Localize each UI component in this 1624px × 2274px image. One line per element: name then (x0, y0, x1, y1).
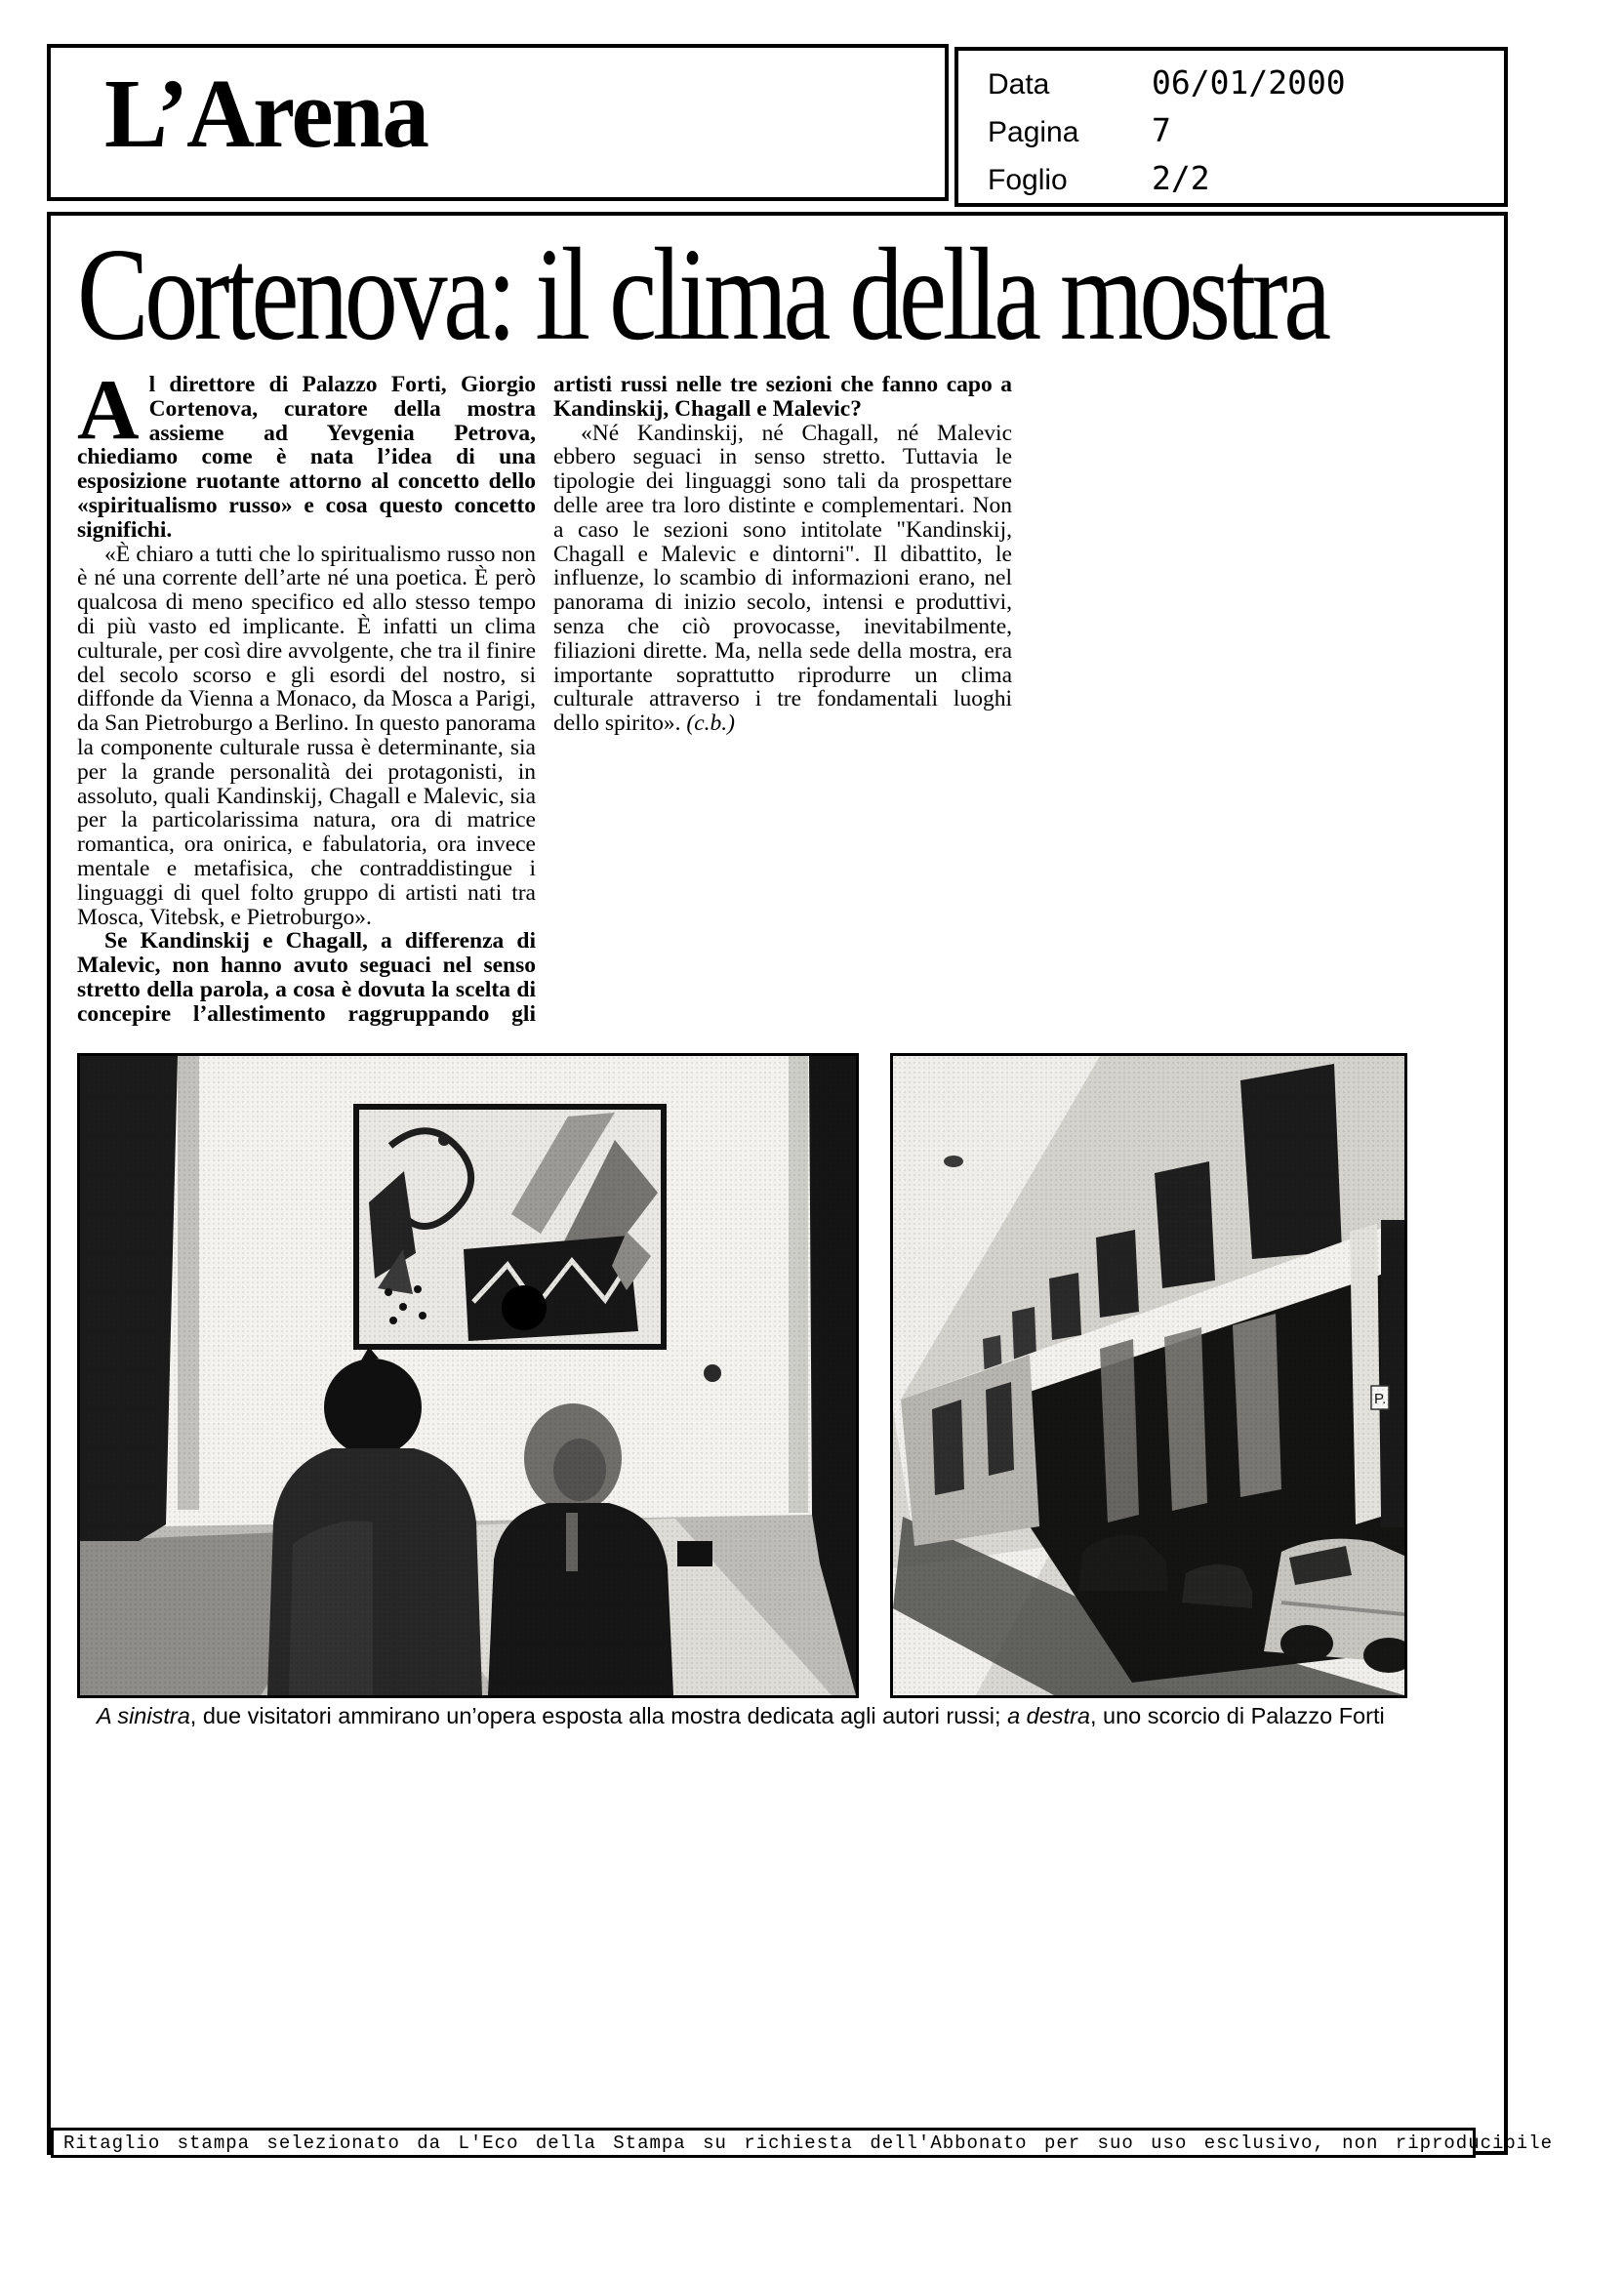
caption-left-marker: A sinistra (97, 1703, 190, 1728)
article-paragraph: «È chiaro a tutti che lo spiritualismo russo non è né una corrente dell’arte né una poetica. È però qualcosa di meno specifico ed allo stesso tempo di più vasto ed implicante. È infatti un clima culturale, per così dire avvolgente, che tra il finire del secolo scorso e gli esordi del nostro, si diffonde da Vienna a Monaco, da Mosca a Parigi, da San Pietroburgo a Berlino. In questo panorama la componente culturale russa è determinante, sia per la grande personalità dei protagonisti, in assoluto, quali Kandinskij, Chagall e Malevic, sia per la particolarissima natura, ora di matrice romantica, ora onirica, e fabulatoria, ora invece mentale e metafisica, che contraddistingue i linguaggi di quel folto gruppo di artisti nati tra Mosca, Vitebsk, e Pietroburgo». (77, 541, 536, 930)
author-initials: (c.b.) (686, 711, 736, 737)
gallery-photo (77, 1053, 859, 1698)
article-headline: Cortenova: il clima della mostra (77, 221, 1327, 368)
meta-row-foglio (988, 160, 1504, 199)
masthead-title: L’Arena (104, 59, 427, 168)
meta-row-pagina (988, 112, 1504, 151)
article-paragraph-question: Se Kandinskij e Chagall, a differenza di Malevic, non hanno avuto seguaci nel senso stretto della parola, a cosa è dovuta la scelta di concepire l’allestimento raggruppando gli artisti russi nelle tre sezioni che fanno capo a Kandinskij, Chagall e Malevic? (77, 373, 1012, 1027)
article-paragraph-lead (77, 373, 536, 543)
answer-text: «Né Kandinskij, né Chagall, né Malevic ebbero seguaci in senso stretto. Tuttavia le tipologie dei linguaggi sono tali da prospettare delle aree tra loro distinte e complementari. Non a caso le sezioni sono intitolate "Kandinskij, Chagall e Malevic e dintorni". Il dibattito, le influenze, lo scambio di informazioni erano, nel panorama di inizio secolo, intensi e produttivi, senza che ciò provocasse, inevitabilmente, filiazioni dirette. Ma, nella sede della mostra, era importante soprattutto riprodurre un clima culturale attraverso i tre fondamentali luoghi dello spirito». (553, 420, 1012, 737)
caption-middle: , due visitatori ammirano un’opera esposta alla mostra dedicata agli autori russi; (189, 1703, 1008, 1728)
palazzo-photo-art (893, 1056, 1404, 1695)
lead-text: l direttore di Palazzo Forti, Giorgio Cortenova, curatore della mostra assieme ad Yevgenia Petrova, chiediamo come è nata l’idea di una esposizione ruotante attorno al concetto dello «spiritualismo russo» e cosa questo concetto significhi. (77, 373, 536, 543)
meta-value-foglio: 2/2 (1152, 159, 1210, 197)
clipping-footer-box (51, 2128, 1554, 2158)
dropcap: A (77, 373, 140, 458)
article-paragraph (553, 422, 1012, 736)
gallery-photo-art (80, 1056, 856, 1695)
meta-value-data: 06/01/2000 (1152, 63, 1346, 102)
palazzo-photo (890, 1053, 1407, 1698)
photo-caption (97, 1701, 1482, 1730)
article-body (77, 373, 1012, 1048)
meta-label-foglio: Foglio (988, 164, 1068, 196)
masthead-box (47, 44, 949, 201)
article-box (47, 212, 1508, 2155)
meta-value-pagina: 7 (1152, 111, 1171, 149)
meta-row-data (988, 64, 1504, 103)
caption-right-marker: a destra (1007, 1703, 1090, 1728)
footer-disclaimer: Ritaglio stampa selezionato da L'Eco della Stampa su richiesta dell'Abbonato per suo uso esclusivo, non riproducibile (63, 2132, 1554, 2154)
clipping-meta-box (954, 47, 1508, 207)
meta-label-pagina: Pagina (988, 116, 1079, 148)
caption-end: , uno scorcio di Palazzo Forti (1089, 1703, 1385, 1728)
meta-label-data: Data (988, 68, 1050, 101)
